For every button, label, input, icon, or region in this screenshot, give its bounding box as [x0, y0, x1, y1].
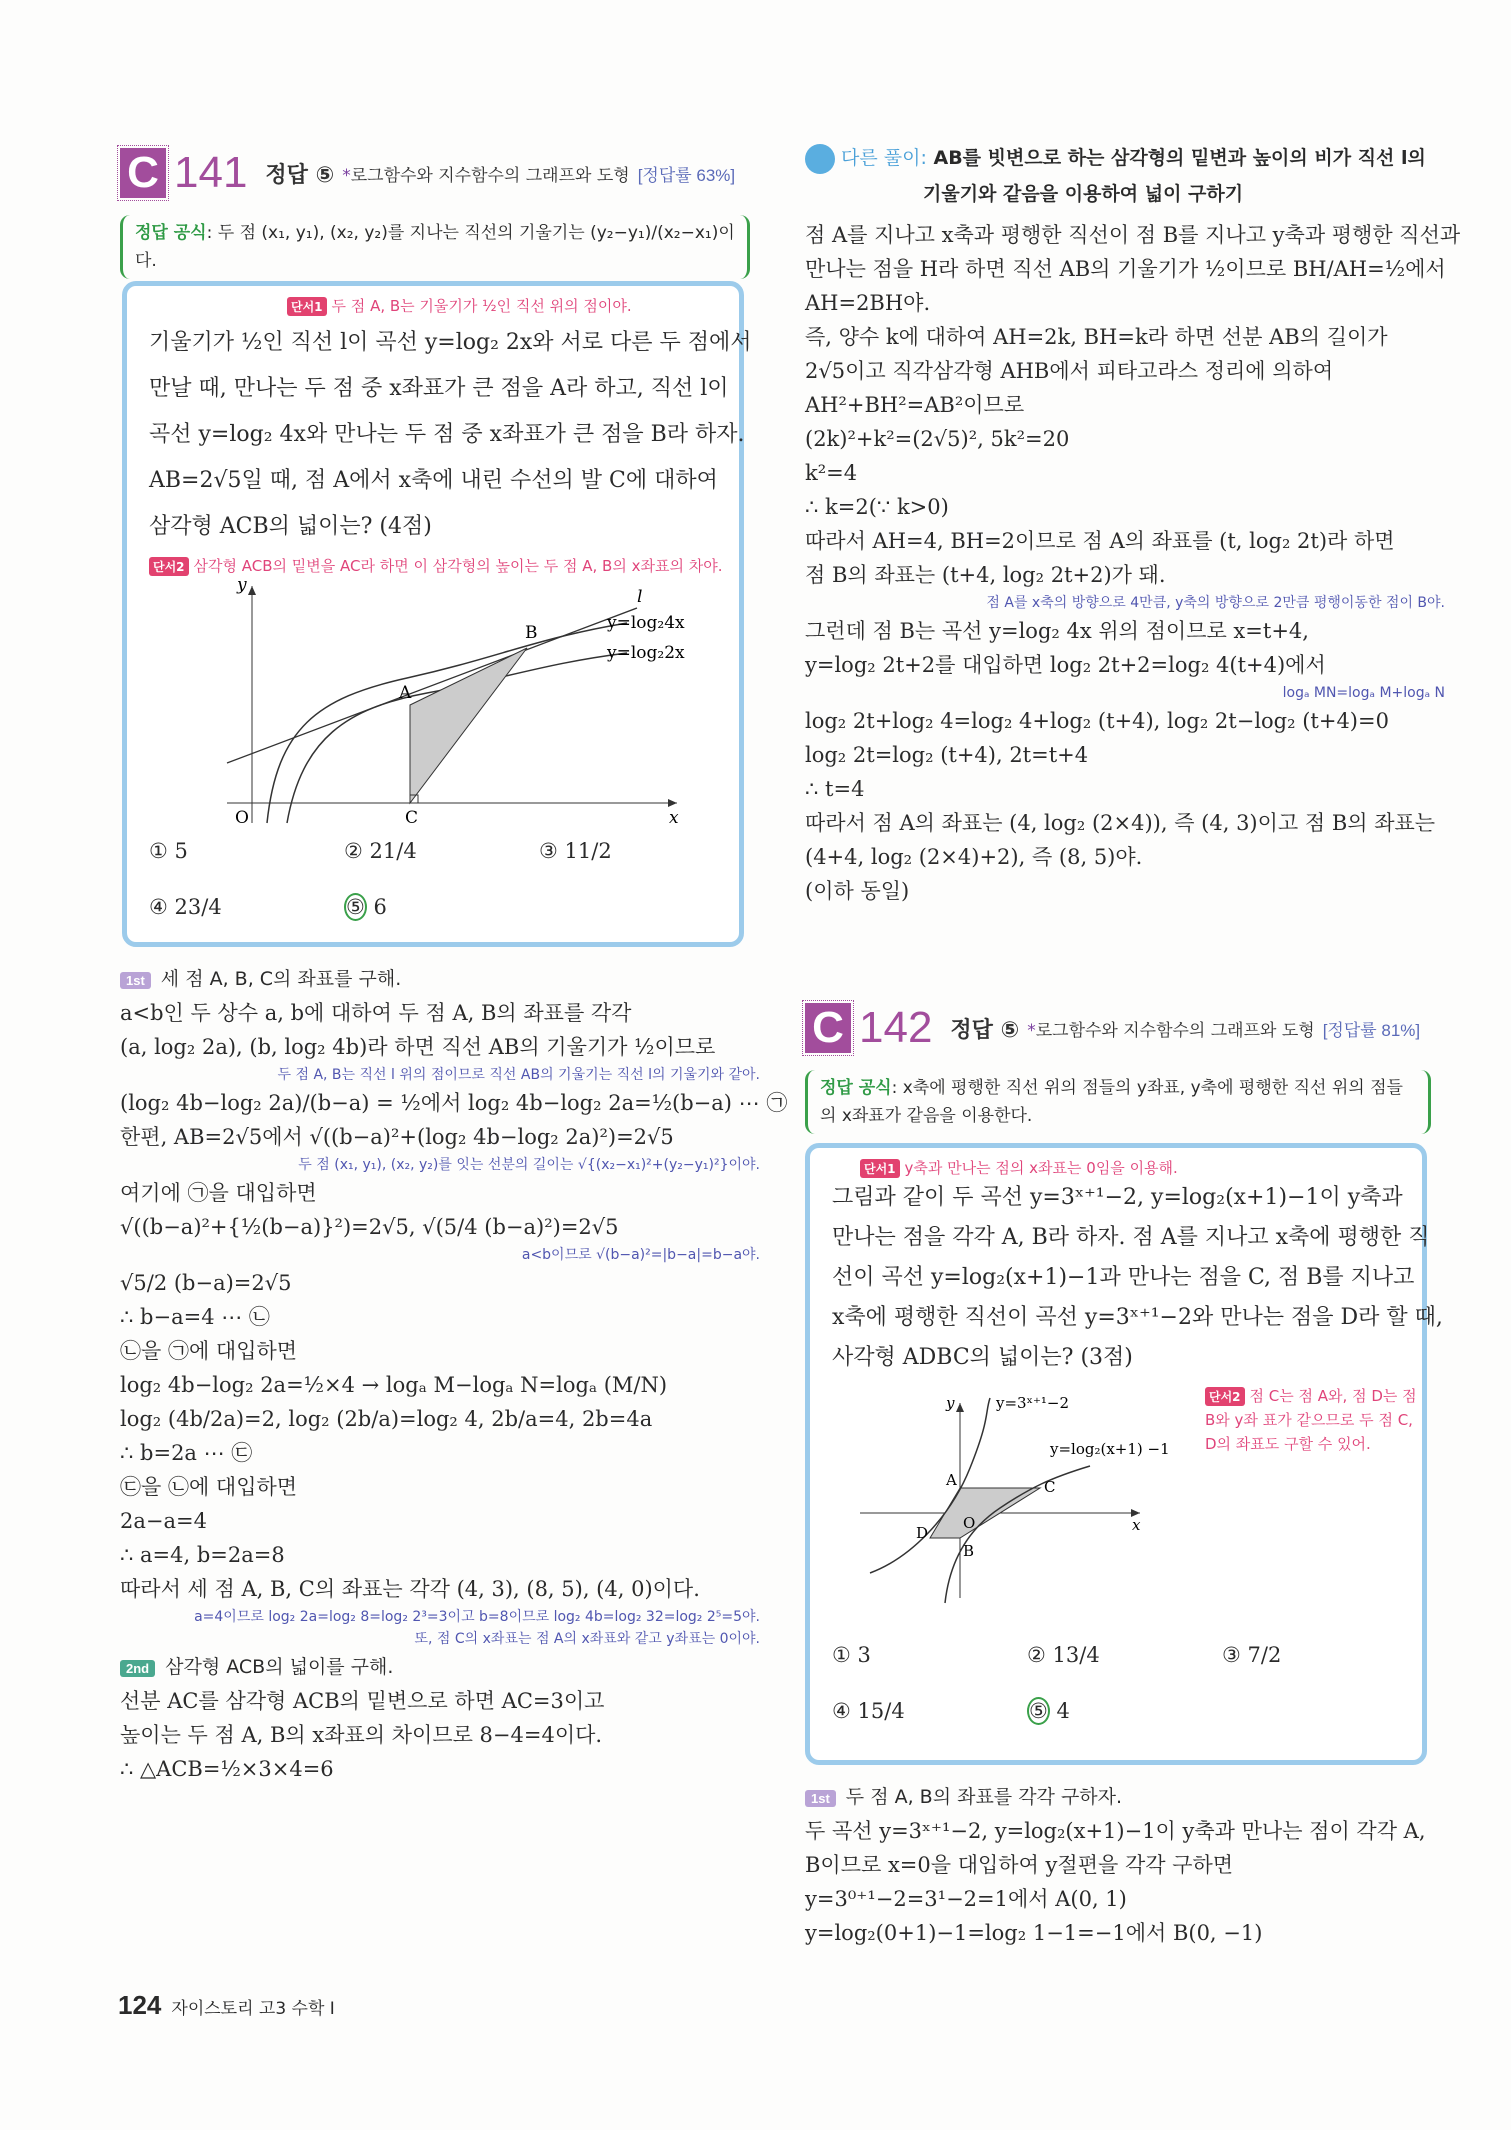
- annotation-note: a=4이므로 log₂ 2a=log₂ 8=log₂ 2³=3이고 b=8이므로 log₂ 4b=log₂ 32=log₂ 2⁵=5야.: [194, 1609, 760, 1625]
- hint-1: 단서1 y축과 만나는 점의 x좌표는 0임을 이용해.: [860, 1156, 1178, 1180]
- solution-line: y=log₂(0+1)−1=log₂ 1−1=−1에서 B(0, −1): [805, 1921, 1263, 1945]
- solution-line: 점 B의 좌표는 (t+4, log₂ 2t+2)가 돼.: [805, 563, 1166, 587]
- hint-1: 단서1 두 점 A, B는 기울기가 ½인 직선 위의 점이야.: [287, 294, 632, 318]
- problem-line: 그림과 같이 두 곡선 y=3ˣ⁺¹−2, y=log₂(x+1)−1이 y축과: [832, 1185, 1403, 1210]
- choice-number: ③: [539, 839, 558, 863]
- solution-line: (log₂ 4b−log₂ 2a)/(b−a) = ½에서 log₂ 4b−log₂ 2a=½(b−a) ⋯ ㉠: [120, 1091, 788, 1115]
- choice-1[interactable]: [832, 1638, 871, 1672]
- step-1: 1st 세 점 A, B, C의 좌표를 구해.: [120, 962, 760, 996]
- solution-line: (a, log₂ 2a), (b, log₂ 4b)라 하면 직선 AB의 기울기가 ½이므로: [120, 1035, 716, 1059]
- alt-title: 다른 풀이: AB를 빗변으로 하는 삼각형의 밑변과 높이의 비가 직선 l의 기울기와 같음을 이용하여 넓이 구하기: [805, 140, 1445, 212]
- solution-line: 따라서 세 점 A, B, C의 좌표는 각각 (4, 3), (8, 5), (4, 0)이다.: [120, 1577, 700, 1601]
- problem-142-box: [805, 1143, 1443, 1765]
- choice-1[interactable]: [149, 834, 188, 868]
- step-2: 2nd 삼각형 ACB의 넓이를 구해.: [120, 1650, 760, 1684]
- choice-number: ④: [832, 1699, 851, 1723]
- solution-line: k²=4: [805, 461, 858, 485]
- level-badge: C: [805, 1003, 851, 1053]
- problem-line: 만날 때, 만나는 두 점 중 x좌표가 큰 점을 A라 하고, 직선 l이: [149, 376, 729, 401]
- y-arrow-icon: [248, 586, 256, 595]
- solution-line: 그런데 점 B는 곡선 y=log₂ 4x 위의 점이므로 x=t+4,: [805, 619, 1309, 643]
- solution-line: AH²+BH²=AB²이므로: [805, 393, 1025, 417]
- problem-number: 141: [174, 148, 248, 197]
- topic: *로그함수와 지수함수의 그래프와 도형: [342, 165, 630, 186]
- problem-line: 선이 곡선 y=log₂(x+1)−1과 만나는 점을 C, 점 B를 지나고: [832, 1265, 1415, 1290]
- answer-formula: 정답 공식: x축에 평행한 직선 위의 점들의 y좌표, y축에 평행한 직선 위의 점들의 x좌표가 같음을 이용한다.: [805, 1070, 1431, 1134]
- choice-number: ⑤: [346, 895, 365, 919]
- step-1: 1st 두 점 A, B의 좌표를 각각 구하자.: [805, 1780, 1445, 1814]
- annotation-note: logₐ MN=logₐ M+logₐ N: [1282, 685, 1445, 701]
- solution-line: √5/2 (b−a)=2√5: [120, 1271, 292, 1295]
- solution-line: 2a−a=4: [120, 1509, 207, 1533]
- solution-line: 높이는 두 점 A, B의 x좌표의 차이므로 8−4=4이다.: [120, 1723, 603, 1747]
- problem-line: x축에 평행한 직선이 곡선 y=3ˣ⁺¹−2와 만나는 점을 D라 할 때,: [832, 1305, 1443, 1330]
- curve2-label: y=log₂(x+1) −1: [1050, 1440, 1170, 1458]
- solution-line: ∴ △ACB=½×3×4=6: [120, 1757, 334, 1781]
- curve-log: [945, 1466, 1090, 1603]
- annotation-note: 두 점 A, B는 직선 l 위의 점이므로 직선 AB의 기울기는 직선 l의 기울기와 같아.: [277, 1067, 760, 1083]
- point-b-label: B: [963, 1542, 975, 1560]
- solution-line: √((b−a)²+{½(b−a)}²)=2√5, √(5/4 (b−a)²)=2√5: [120, 1215, 619, 1239]
- solution-141: [120, 962, 788, 1786]
- solution-line: ∴ b=2a ⋯ ㉢: [120, 1441, 253, 1465]
- choice-5[interactable]: [344, 890, 387, 924]
- choice-number: ①: [832, 1643, 851, 1667]
- solution-line: B이므로 x=0을 대입하여 y절편을 각각 구하면: [805, 1853, 1234, 1877]
- problem-text: [149, 320, 752, 550]
- solution-line: AH=2BH야.: [805, 291, 931, 315]
- choice-value: 13/4: [1052, 1643, 1100, 1667]
- choice-number: ③: [1222, 1643, 1241, 1667]
- point-b-label: B: [525, 623, 538, 643]
- solution-line: y=3⁰⁺¹−2=3¹−2=1에서 A(0, 1): [805, 1887, 1127, 1911]
- y-axis-label: y: [946, 1394, 955, 1412]
- solution-line: 2√5이고 직각삼각형 AHB에서 피타고라스 정리에 의하여: [805, 359, 1334, 383]
- answer-label: 정답 ⑤: [950, 1017, 1020, 1043]
- problem-line: 삼각형 ACB의 넓이는? (4점): [149, 514, 432, 539]
- graph-142: [850, 1388, 1200, 1618]
- solution-line: 여기에 ㉠을 대입하면: [120, 1181, 317, 1205]
- choice-value: 23/4: [174, 895, 222, 919]
- problem-line: 사각형 ADBC의 넓이는? (3점): [832, 1345, 1133, 1370]
- choice-value: 21/4: [369, 839, 417, 863]
- alt-solution-icon: [805, 144, 835, 174]
- answer-label: 정답 ⑤: [265, 162, 335, 188]
- choice-number: ①: [149, 839, 168, 863]
- point-a-label: A: [946, 1471, 957, 1489]
- solution-line: ∴ t=4: [805, 777, 865, 801]
- choice-value: 11/2: [564, 839, 612, 863]
- choice-3[interactable]: [539, 834, 612, 868]
- choice-value: 5: [174, 839, 188, 863]
- solution-142: [805, 1780, 1445, 1950]
- solution-line: ㉢을 ㉡에 대입하면: [120, 1475, 298, 1499]
- choice-number: ④: [149, 895, 168, 919]
- answer-choices: [832, 1638, 1412, 1748]
- solution-line: 즉, 양수 k에 대하여 AH=2k, BH=k라 하면 선분 AB의 길이가: [805, 325, 1388, 349]
- origin-label: O: [963, 1514, 976, 1532]
- choice-4[interactable]: [149, 890, 222, 924]
- correct-rate: [정답률 63%]: [637, 165, 736, 185]
- problem-142-header: [805, 1000, 1465, 1056]
- topic: *로그함수와 지수함수의 그래프와 도형: [1027, 1020, 1315, 1041]
- solution-line: 한편, AB=2√5에서 √((b−a)²+(log₂ 4b−log₂ 2a)²)=2√5: [120, 1125, 674, 1149]
- solution-line: ∴ a=4, b=2a=8: [120, 1543, 285, 1567]
- problem-line: 곡선 y=log₂ 4x와 만나는 두 점 중 x좌표가 큰 점을 B라 하자.: [149, 422, 745, 447]
- problem-number: 142: [859, 1003, 933, 1052]
- choice-number: ②: [344, 839, 363, 863]
- solution-line: 따라서 점 A의 좌표는 (4, log₂ (2×4)), 즉 (4, 3)이고 점 B의 좌표는: [805, 811, 1436, 835]
- point-a-label: A: [399, 683, 412, 703]
- solution-line: 점 A를 지나고 x축과 평행한 직선이 점 B를 지나고 y축과 평행한 직선과: [805, 223, 1461, 247]
- annotation-note: a<b이므로 √(b−a)²=|b−a|=b−a야.: [521, 1247, 760, 1263]
- choice-value: 3: [857, 1643, 871, 1667]
- choice-4[interactable]: [832, 1694, 905, 1728]
- alternative-solution: [805, 140, 1461, 908]
- answer-formula: 정답 공식: 두 점 (x₁, y₁), (x₂, y₂)를 지나는 직선의 기울기는 (y₂−y₁)/(x₂−x₁)이다.: [120, 215, 750, 279]
- problem-line: AB=2√5일 때, 점 A에서 x축에 내린 수선의 발 C에 대하여: [149, 468, 718, 493]
- curve1-label: y=3ˣ⁺¹−2: [996, 1394, 1069, 1412]
- solution-line: log₂ (4b/2a)=2, log₂ (2b/a)=log₂ 4, 2b/a=4, 2b=4a: [120, 1407, 653, 1431]
- curve1-label: y=log₂4x: [607, 613, 685, 633]
- problem-141-box: [122, 281, 752, 947]
- point-c-label: C: [405, 808, 419, 828]
- choice-number: ⑤: [1029, 1699, 1048, 1723]
- solution-line: 따라서 AH=4, BH=2이므로 점 A의 좌표를 (t, log₂ 2t)라 하면: [805, 529, 1395, 553]
- choice-3[interactable]: [1222, 1638, 1281, 1672]
- graph-141: [207, 578, 687, 828]
- line-label: l: [637, 587, 643, 607]
- choice-value: 7/2: [1247, 1643, 1282, 1667]
- y-axis-label: y: [237, 578, 247, 595]
- annotation-note: 점 A를 x축의 방향으로 4만큼, y축의 방향으로 2만큼 평행이동한 점이 B야.: [986, 595, 1445, 611]
- x-axis-label: x: [1132, 1516, 1141, 1534]
- hint-2: 단서2 삼각형 ACB의 밑변을 AC라 하면 이 삼각형의 높이는 두 점 A, B의 x좌표의 차야.: [149, 554, 722, 578]
- choice-2[interactable]: [344, 834, 417, 868]
- problem-141-header: [120, 145, 780, 201]
- hint-2: 단서2 점 C는 점 A와, 점 D는 점 B와 y좌 표가 같으므로 두 점 C, D의 좌표도 구할 수 있어.: [1205, 1387, 1417, 1453]
- x-arrow-icon: [668, 799, 677, 807]
- solution-line: log₂ 2t+log₂ 4=log₂ 4+log₂ (t+4), log₂ 2t−log₂ (t+4)=0: [805, 709, 1389, 733]
- origin-label: O: [235, 808, 249, 828]
- annotation-note: 두 점 (x₁, y₁), (x₂, y₂)를 잇는 선분의 길이는 √{(x₂−x₁)²+(y₂−y₁)²}이야.: [298, 1157, 760, 1173]
- solution-line: ㉡을 ㉠에 대입하면: [120, 1339, 298, 1363]
- curve2-label: y=log₂2x: [607, 643, 685, 663]
- level-badge: C: [120, 148, 166, 198]
- problem-text: [832, 1178, 1443, 1378]
- point-c-label: C: [1044, 1478, 1056, 1496]
- problem-line: 만나는 점을 각각 A, B라 하자. 점 A를 지나고 x축에 평행한 직: [832, 1225, 1430, 1250]
- y-arrow-icon: [956, 1403, 964, 1412]
- solution-line: a<b인 두 상수 a, b에 대하여 두 점 A, B의 좌표를 각각: [120, 1001, 632, 1025]
- solution-line: ∴ k=2(∵ k>0): [805, 495, 949, 519]
- choice-number: ②: [1027, 1643, 1046, 1667]
- choice-value: 4: [1056, 1699, 1070, 1723]
- choice-5[interactable]: [1027, 1694, 1070, 1728]
- answer-choices: [149, 834, 729, 934]
- page-footer: 124 자이스토리 고3 수학 I: [118, 1990, 335, 2020]
- correct-rate: [정답률 81%]: [1322, 1020, 1421, 1040]
- choice-value: 6: [373, 895, 387, 919]
- solution-line: 만나는 점을 H라 하면 직선 AB의 기울기가 ½이므로 BH/AH=½에서: [805, 257, 1446, 281]
- solution-line: 두 곡선 y=3ˣ⁺¹−2, y=log₂(x+1)−1이 y축과 만나는 점이 각각 A,: [805, 1819, 1426, 1843]
- annotation-note: 또, 점 C의 x좌표는 점 A의 x좌표와 같고 y좌표는 0이야.: [414, 1631, 760, 1647]
- x-axis-label: x: [669, 808, 679, 828]
- point-d-label: D: [916, 1524, 929, 1542]
- solution-line: (4+4, log₂ (2×4)+2), 즉 (8, 5)야.: [805, 845, 1143, 869]
- choice-value: 15/4: [857, 1699, 905, 1723]
- problem-141-header-area: [120, 145, 780, 279]
- solution-line: y=log₂ 2t+2를 대입하면 log₂ 2t+2=log₂ 4(t+4)에서: [805, 653, 1326, 677]
- solution-line: 선분 AC를 삼각형 ACB의 밑변으로 하면 AC=3이고: [120, 1689, 605, 1713]
- solution-line: (이하 동일): [805, 879, 910, 903]
- choice-2[interactable]: [1027, 1638, 1100, 1672]
- solution-line: log₂ 4b−log₂ 2a=½×4 → logₐ M−logₐ N=logₐ (M/N): [120, 1373, 668, 1397]
- problem-line: 기울기가 ½인 직선 l이 곡선 y=log₂ 2x와 서로 다른 두 점에서: [149, 330, 752, 355]
- problem-142-header-area: [805, 1000, 1465, 1134]
- solution-line: log₂ 2t=log₂ (t+4), 2t=t+4: [805, 743, 1089, 767]
- solution-line: ∴ b−a=4 ⋯ ㉡: [120, 1305, 270, 1329]
- solution-line: (2k)²+k²=(2√5)², 5k²=20: [805, 427, 1070, 451]
